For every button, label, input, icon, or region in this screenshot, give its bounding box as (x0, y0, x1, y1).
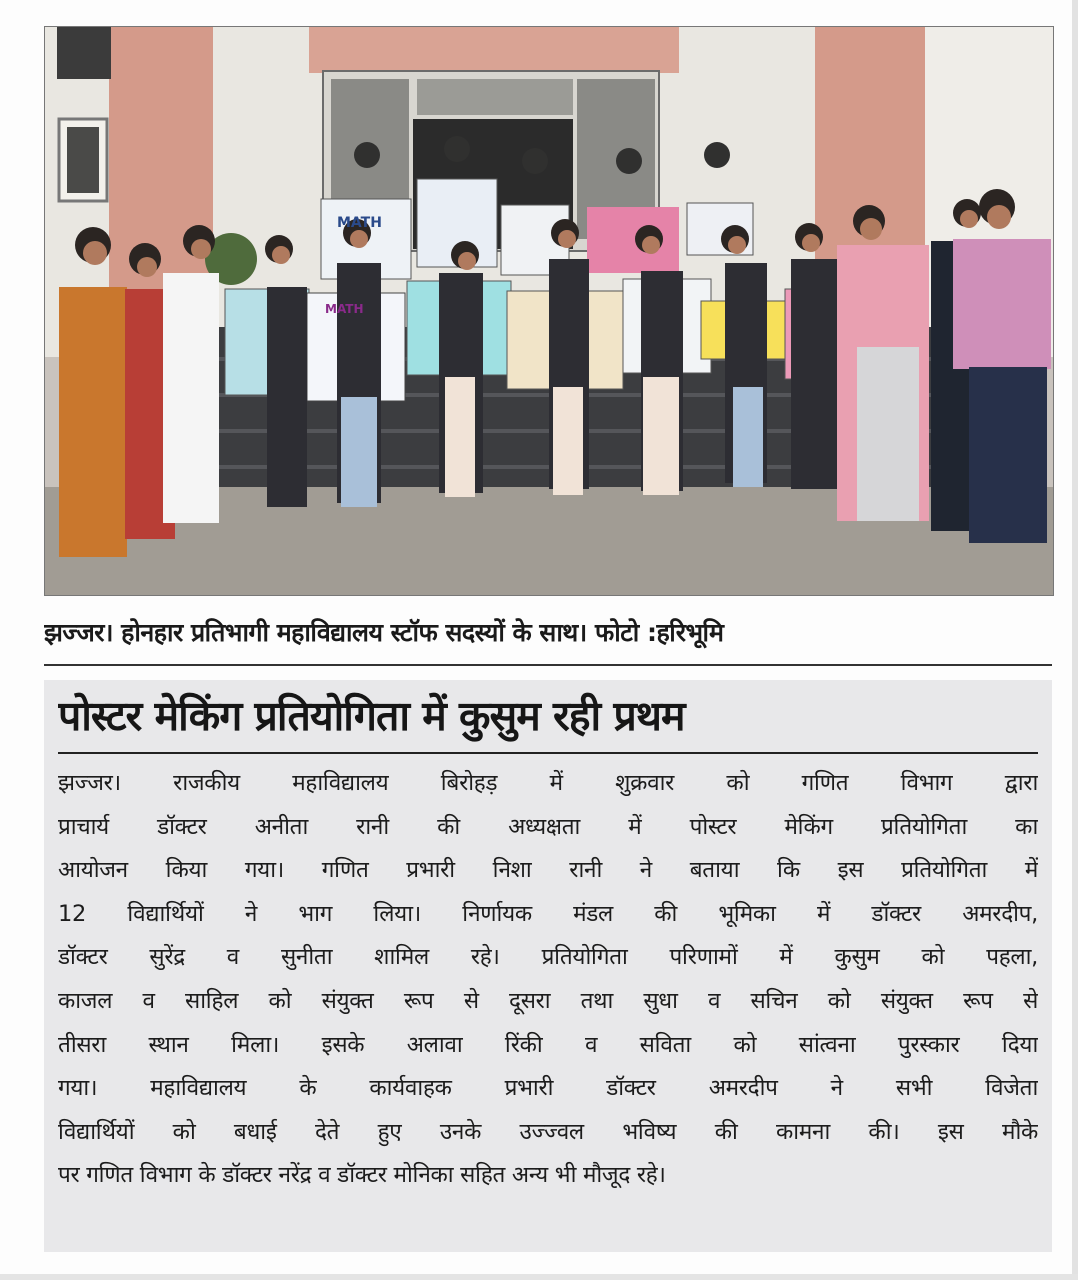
body-line: डॉक्टर सुरेंद्र व सुनीता शामिल रहे। प्रतियोगिता परिणामों में कुसुम को पहला, (58, 944, 1038, 971)
body-line: पर गणित विभाग के डॉक्टर नरेंद्र व डॉक्टर मोनिका सहित अन्य भी मौजूद रहे। (58, 1162, 666, 1189)
body-line: गया। महाविद्यालय के कार्यवाहक प्रभारी डॉक्टर अमरदीप ने सभी विजेता (58, 1075, 1038, 1102)
divider-rule (44, 664, 1052, 666)
body-line: प्राचार्य डॉक्टर अनीता रानी की अध्यक्षता में पोस्टर मेकिंग प्रतियोगिता का (58, 813, 1038, 840)
body-line: झज्जर। राजकीय महाविद्यालय बिरोहड़ में शुक्रवार को गणित विभाग द्वारा (58, 770, 1038, 796)
photo-caption: झज्जर। होनहार प्रतिभागी महाविद्यालय स्टॉफ सदस्यों के साथ। फोटो :हरिभूमि (44, 618, 724, 647)
poster-label-2: MATH (325, 302, 364, 316)
article-headline: पोस्टर मेकिंग प्रतियोगिता में कुसुम रही प्रथम (58, 688, 1038, 754)
body-line: आयोजन किया गया। गणित प्रभारी निशा रानी ने बताया कि इस प्रतियोगिता में (58, 857, 1038, 884)
article-body (58, 762, 1038, 1242)
page-edge (0, 1274, 1078, 1280)
body-line: तीसरा स्थान मिला। इसके अलावा रिंकी व सविता को सांत्वना पुरस्कार दिया (58, 1031, 1038, 1058)
news-photo (44, 26, 1054, 596)
body-line: काजल व साहिल को संयुक्त रूप से दूसरा तथा सुधा व सचिन को संयुक्त रूप से (58, 987, 1038, 1014)
page-edge (1072, 0, 1078, 1280)
body-line: विद्यार्थियों को बधाई देते हुए उनके उज्ज्वल भविष्य की कामना की। इस मौके (58, 1118, 1038, 1145)
body-line: 12 विद्यार्थियों ने भाग लिया। निर्णायक मंडल की भूमिका में डॉक्टर अमरदीप, (58, 900, 1038, 927)
group-photo-illustration (45, 27, 1053, 595)
poster-label-1: MATH (337, 215, 382, 231)
